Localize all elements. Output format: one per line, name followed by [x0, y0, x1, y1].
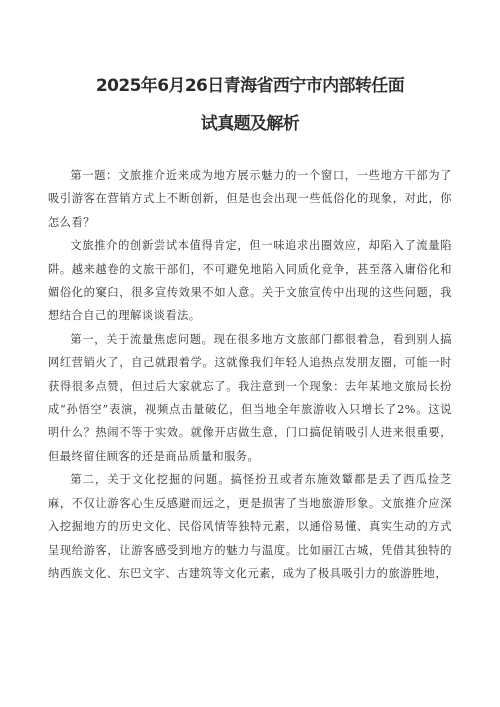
document-body — [48, 164, 452, 585]
paragraph-question: 第一题：文旅推介近来成为地方展示魅力的一个窗口，一些地方干部为了吸引游客在营销方式上不断创新，但是也会出现一些低俗化的现象，对此，你怎么看？ — [48, 169, 452, 229]
paragraph-point-1: 第一，关于流量焦虑问题。现在很多地方文旅部门都很着急，看到别人搞网红营销火了，自己就跟着学。这就像我们年轻人追热点发朋友圈，可能一时获得很多点赞，但过后大家就忘了。我注意到一个现象：去年某地文旅局长扮成“孙悟空”表演，视频点击量破亿，但当地全年旅游收入只增长了2%。这说明什么？热闹不等于实效。就像开店做生意，门口搞促销吸引人进来很重要，但最终留住顾客的还是商品质量和服务。 — [48, 332, 452, 463]
document-title-line-1: 2025年6月26日青海省西宁市内部转任面 — [95, 76, 405, 96]
document-title-line-2: 试真题及解析 — [200, 114, 300, 134]
paragraph-point-2: 第二，关于文化挖掘的问题。搞怪扮丑或者东施效颦都是丢了西瓜捡芝麻，不仅让游客心生反感避而远之，更是损害了当地旅游形象。文旅推介应深入挖掘地方的历史文化、民俗风情等独特元素，以通俗易懂、真实生动的方式呈现给游客，让游客感受到地方的魅力与温度。比如丽江古城，凭借其独特的纳西族文化、东巴文字、古建筑等文化元素，成为了极具吸引力的旅游胜地， — [48, 473, 452, 580]
paragraph-intro: 文旅推介的创新尝试本值得肯定，但一味追求出圈效应，却陷入了流量陷阱。越来越卷的文旅干部们，不可避免地陷入同质化竞争，甚至落入庸俗化和媚俗化的窠臼，很多宣传效果不如人意。关于文旅宣传中出现的这些问题，我想结合自己的理解谈谈看法。 — [48, 239, 452, 323]
